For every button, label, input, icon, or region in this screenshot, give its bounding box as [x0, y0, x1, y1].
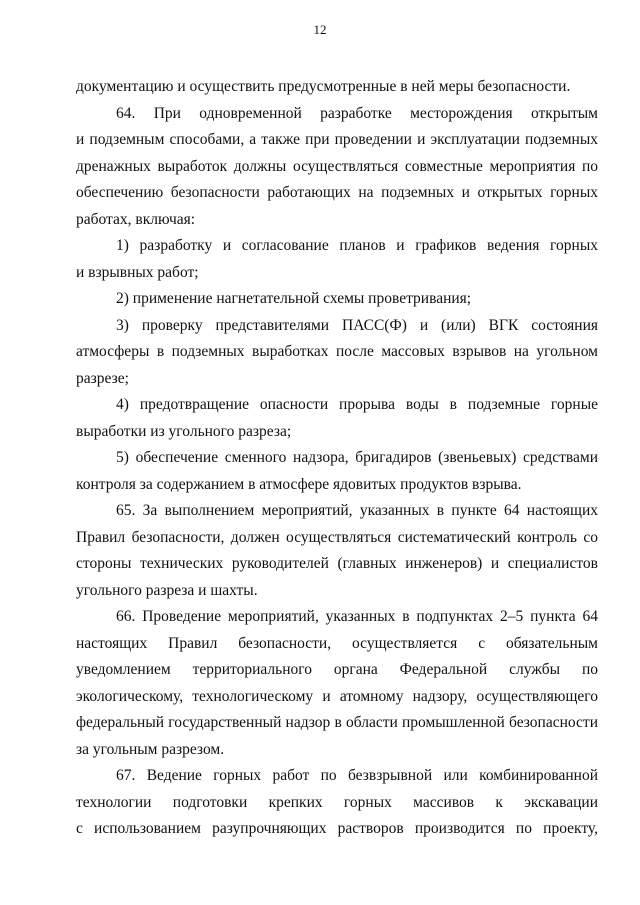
text-line: дренажных выработок должны осуществляться совместные мероприятия по — [76, 157, 598, 175]
text-line: 67. Ведение горных работ по безвзрывной или комбинированной — [116, 767, 598, 784]
text-line: 2) применение нагнетательной схемы проветривания; — [116, 290, 472, 307]
text-line: 65. За выполнением мероприятий, указанных в пункте 64 настоящих — [116, 502, 598, 519]
text-line: 66. Проведение мероприятий, указанных в подпунктах 2–5 пункта 64 — [116, 608, 598, 625]
document-body — [76, 74, 598, 843]
text-line: 4) предотвращение опасности прорыва воды в подземные горные — [116, 396, 598, 413]
text-line: 1) разработку и согласование планов и графиков ведения горных — [116, 237, 598, 254]
text-line: выработки из угольного разреза; — [76, 422, 292, 440]
text-line: 5) обеспечение сменного надзора, бригадиров (звеньевых) средствами — [116, 449, 598, 466]
text-line: экологическому, технологическому и атомному надзору, осуществляющего — [76, 687, 598, 705]
text-line: контроля за содержанием в атмосфере ядовитых продуктов взрыва. — [76, 475, 522, 493]
text-line: за угольным разрезом. — [76, 740, 225, 758]
text-line: атмосферы в подземных выработках после массовых взрывов на угольном — [76, 343, 598, 360]
page-number: 12 — [313, 22, 327, 37]
text-line: обеспечению безопасности работающих на подземных и открытых горных — [76, 184, 598, 201]
text-line: разрезе; — [76, 369, 129, 387]
text-line: и подземным способами, а также при проведении и эксплуатации подземных — [76, 131, 598, 148]
text-line: стороны технических руководителей (главных инженеров) и специалистов — [76, 555, 598, 572]
text-line: и взрывных работ; — [76, 263, 199, 281]
text-line: документацию и осуществить предусмотренные в ней меры безопасности. — [76, 78, 571, 95]
text-line: настоящих Правил безопасности, осуществляется с обязательным — [76, 634, 598, 652]
text-line: технологии подготовки крепких горных массивов к экскавации — [76, 793, 598, 811]
text-line: угольного разреза и шахты. — [76, 581, 258, 599]
text-line: с использованием разупрочняющих растворов производится по проекту, — [76, 820, 598, 837]
text-line: уведомлением территориального органа Федеральной службы по — [76, 661, 598, 678]
text-line: федеральный государственный надзор в области промышленной безопасности — [76, 714, 598, 731]
text-line: работах, включая: — [76, 210, 196, 228]
text-line: 3) проверку представителями ПАСС(Ф) и (или) ВГК состояния — [116, 316, 598, 334]
text-line: 64. При одновременной разработке месторождения открытым — [116, 104, 598, 122]
text-line: Правил безопасности, должен осуществляться систематический контроль со — [76, 528, 598, 546]
